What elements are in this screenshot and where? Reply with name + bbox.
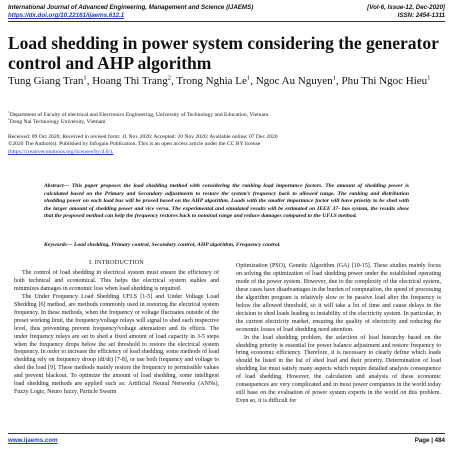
abstract-label: Abstract—	[44, 183, 70, 189]
affiliation: $^1$Department of Faculty of electrical and Electronics Engineering, University of Technology and Education, Vietnam	[8, 110, 269, 118]
issn: ISSN: 2454-1311	[397, 12, 445, 19]
author: Trong Nghia Le	[176, 75, 247, 87]
body-paragraph: The Under Frequency Load Shedding UFLS [1-5] and Under Voltage Load Shedding [6] method, are methods commonly used in restoring the electrical system frequency. In these methods, when the frequency or voltage fluctuates outside of the preset working limit, the frequency/voltage relays will signal to shed each respective level, thus preventing prevent frequency/voltage attenuation and its effects. The under frequency relays are set to shed a fixed amount of load capacity in 3-5 steps when the frequency drops below the set threshold to restore the electrical system frequency. In order to increase the efficiency of load shedding, some methods of load shedding rely on frequency droop (df/dt) [7-8], or use both frequency and voltage to shed the load [9]. These methods mainly restore the frequency to permissible values and prevent blackout. To optimize the amount of load shedding, some intelligent load shedding methods are applied such as: Artificial Neural Networks (ANNs), Fuzzy Logic, Neuro fuzzy, Particle Swarm	[14, 293, 219, 396]
author: Phu Thi Ngoc Hieu	[341, 75, 428, 87]
running-header	[8, 4, 445, 20]
dates-line: Received: 09 Oct 2020; Received in revised form: 11 Nov 2020; Accepted: 20 Nov 2020; Available online: 07 Dec 2020	[8, 134, 278, 140]
left-column	[14, 259, 219, 397]
site-link[interactable]: www.ijaems.com	[8, 437, 58, 444]
right-column	[236, 263, 441, 406]
page-footer	[8, 437, 445, 444]
keywords	[44, 242, 409, 250]
abstract	[44, 183, 409, 221]
volume-issue: [Vol-6, Issue-12, Dec-2020]	[367, 4, 445, 11]
keywords-label: Keywords—	[44, 242, 73, 248]
publication-info	[8, 134, 447, 156]
copyright-line: ©2020 The Author(s). Published by Infogain Publication. This is an open access article under the CC BY license	[8, 141, 261, 148]
body-paragraph: The control of load shedding in electrical system must ensure the efficiency of both technical and economical. This helps the electrical system stables and minimizes damages in economic loss when load shedding is required.	[14, 269, 219, 292]
author: Tung Giang Tran	[8, 75, 84, 87]
license-link[interactable]: (https://creativecommons.org/licenses/by/4.0/).	[8, 148, 114, 155]
journal-name: International Journal of Advanced Engineering, Management and Science (IJAEMS)	[8, 4, 254, 11]
body-paragraph: In the load shedding problem, the selection of load hierarchy based on the shedding priority is essential for power balance adjustment and restore frequency to bring economic efficiency. Therefore, it is necessary to clearly define which loads should be listed in the list of shed load and their priority. Determination of load shedding list must satisfy many aspects which require detailed analysis consequence of load shedding. However, the calculation and analysis of these economic consequences are very complicated and in most power companies in the world today still base on the evaluation of power system experts in the world on this problem. Even so, it is difficult for	[236, 334, 441, 405]
author-list: Tung Giang Tran$^1$, Hoang Thi Trang$^2$, Trong Nghia Le$^1$, Ngoc Au Nguyen$^1$, Phu Thi Ngoc Hieu$^1$	[8, 74, 431, 87]
page-number: Page | 484	[414, 437, 445, 444]
section-heading: I. INTRODUCTION	[89, 259, 144, 266]
header-divider	[8, 21, 445, 22]
keywords-text: Load shedding, Primary control, Secondary control, AHP algorithm, Frequency control.	[72, 242, 281, 248]
affiliation: $^2$Dong Nai Technology University, Vietnam	[8, 117, 106, 126]
author: Hoang Thi Trang	[92, 75, 168, 87]
footer-divider	[8, 433, 445, 434]
doi-link[interactable]: https://dx.doi.org/10.22161/ijaems.612.1	[8, 12, 125, 19]
abstract-text: This paper proposes the load shedding method with considering the ranking load importance factors. The amount of shedding power is calculated based on the Primary and Secondary adjustments to restore the system’s frequency back to allowed range. The ranking and distribution shedding power on each load bus will be prosed based on the AHP algorithm. Loads with the smaller importance factor will have priority to be shed with the larger amount of shedding power and vice versa. The experimental and simulated results will be estimated on IEEE 37- bus system, the results show that the proposed method can help the frequency restores back to nominal range and reduce damages compared to the UFLS method.	[44, 183, 409, 220]
body-paragraph: Optimization (PSO), Genetic Algorithm (GA) [10-15]. These studies mainly focus on solving the optimization of load shedding power under the established operating mode of the power system. However, due to the complexity of the electrical system, these cases have disadvantages in the burden of computation, the speed of processing the algorithm program is relatively slow or be passive load after the frequency is below the allowed threshold, so it will take a lot of time and cause delays in the decision to shed loads leading to instability of the electricity system. In particular, in the current electricity market, ensuring the quality of electricity and reducing the economic losses of load shedding need attention.	[236, 263, 441, 333]
affiliations	[8, 112, 447, 127]
author: Ngoc Au Nguyen	[255, 75, 333, 87]
paper-title: Load shedding in power system considering the generator control and AHP algorithm	[8, 33, 439, 73]
